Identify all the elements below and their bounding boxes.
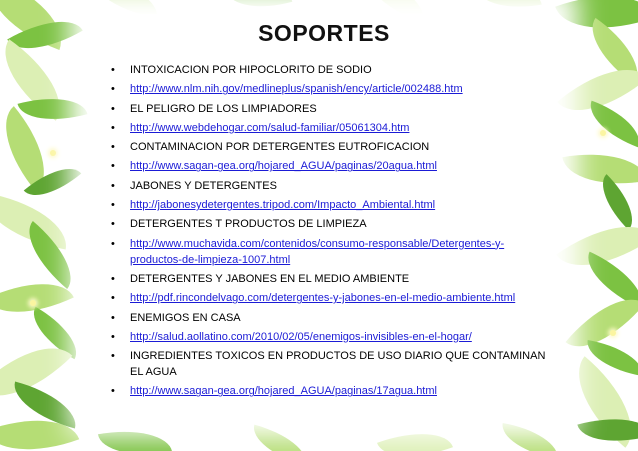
reference-link-item[interactable]: [106, 383, 546, 399]
bullet-icon: •: [111, 83, 115, 96]
bullet-icon: •: [111, 330, 115, 343]
bullet-icon: •: [111, 160, 115, 173]
reference-topic: ENEMIGOS EN CASA: [130, 311, 241, 324]
reference-url[interactable]: http://www.sagan-gea.org/hojared_AGUA/paginas/17agua.html: [130, 385, 437, 398]
reference-link-item[interactable]: [106, 236, 546, 268]
reference-topic: JABONES Y DETERGENTES: [130, 179, 277, 192]
reference-topic: CONTAMINACION POR DETERGENTES EUTROFICACION: [130, 141, 430, 154]
sparkle-icon: [30, 300, 36, 306]
reference-topic-item: [106, 271, 546, 287]
bullet-icon: •: [111, 121, 115, 134]
bullet-icon: •: [111, 237, 115, 250]
reference-topic-item: [106, 139, 546, 155]
bullet-icon: •: [111, 350, 115, 363]
reference-url[interactable]: http://pdf.rincondelvago.com/detergentes-y-jabones-en-el-medio-ambiente.html: [130, 292, 516, 305]
reference-url[interactable]: http://www.sagan-gea.org/hojared_AGUA/paginas/20agua.html: [130, 160, 437, 173]
reference-topic: DETERGENTES Y JABONES EN EL MEDIO AMBIENTE: [130, 272, 410, 285]
reference-topic-item: [106, 178, 546, 194]
reference-topic-item: [106, 348, 546, 380]
reference-link-item[interactable]: [106, 197, 546, 213]
reference-url[interactable]: http://www.muchavida.com/contenidos/consumo-responsable/Detergentes-y-productos-de-limpieza-1007.html: [130, 237, 505, 266]
reference-url[interactable]: http://www.webdehogar.com/salud-familiar/05061304.htm: [130, 121, 410, 134]
bullet-icon: •: [111, 141, 115, 154]
reference-link-item[interactable]: [106, 329, 546, 345]
sparkle-icon: [610, 330, 616, 336]
reference-topic-item: [106, 101, 546, 117]
reference-topic: EL PELIGRO DE LOS LIMPIADORES: [130, 102, 317, 115]
sparkle-icon: [600, 130, 606, 136]
reference-link-item[interactable]: [106, 290, 546, 306]
bullet-icon: •: [111, 218, 115, 231]
reference-topic-item: [106, 62, 546, 78]
bullet-icon: •: [111, 199, 115, 212]
reference-link-item[interactable]: [106, 120, 546, 136]
reference-topic-item: [106, 216, 546, 232]
bullet-icon: •: [111, 272, 115, 285]
bullet-icon: •: [111, 102, 115, 115]
reference-topic: DETERGENTES T PRODUCTOS DE LIMPIEZA: [130, 218, 367, 231]
bullet-icon: •: [111, 385, 115, 398]
reference-url[interactable]: http://jabonesydetergentes.tripod.com/Impacto_Ambiental.html: [130, 199, 436, 212]
bullet-icon: •: [111, 64, 115, 76]
reference-topic: INGREDIENTES TOXICOS EN PRODUCTOS DE USO DIARIO QUE CONTAMINAN EL AGUA: [130, 350, 546, 379]
bullet-icon: •: [111, 292, 115, 305]
reference-link-item[interactable]: [106, 81, 546, 97]
reference-url[interactable]: http://www.nlm.nih.gov/medlineplus/spanish/ency/article/002488.htm: [130, 83, 463, 96]
bullet-icon: •: [111, 179, 115, 192]
references-list: [106, 62, 546, 403]
slide-title: SOPORTES: [258, 20, 390, 46]
reference-topic-item: [106, 310, 546, 326]
bullet-icon: •: [111, 311, 115, 324]
sparkle-icon: [50, 150, 56, 156]
reference-url[interactable]: http://salud.aollatino.com/2010/02/05/enemigos-invisibles-en-el-hogar/: [130, 330, 472, 343]
reference-topic: INTOXICACION POR HIPOCLORITO DE SODIO: [130, 64, 372, 76]
reference-link-item[interactable]: [106, 158, 546, 174]
